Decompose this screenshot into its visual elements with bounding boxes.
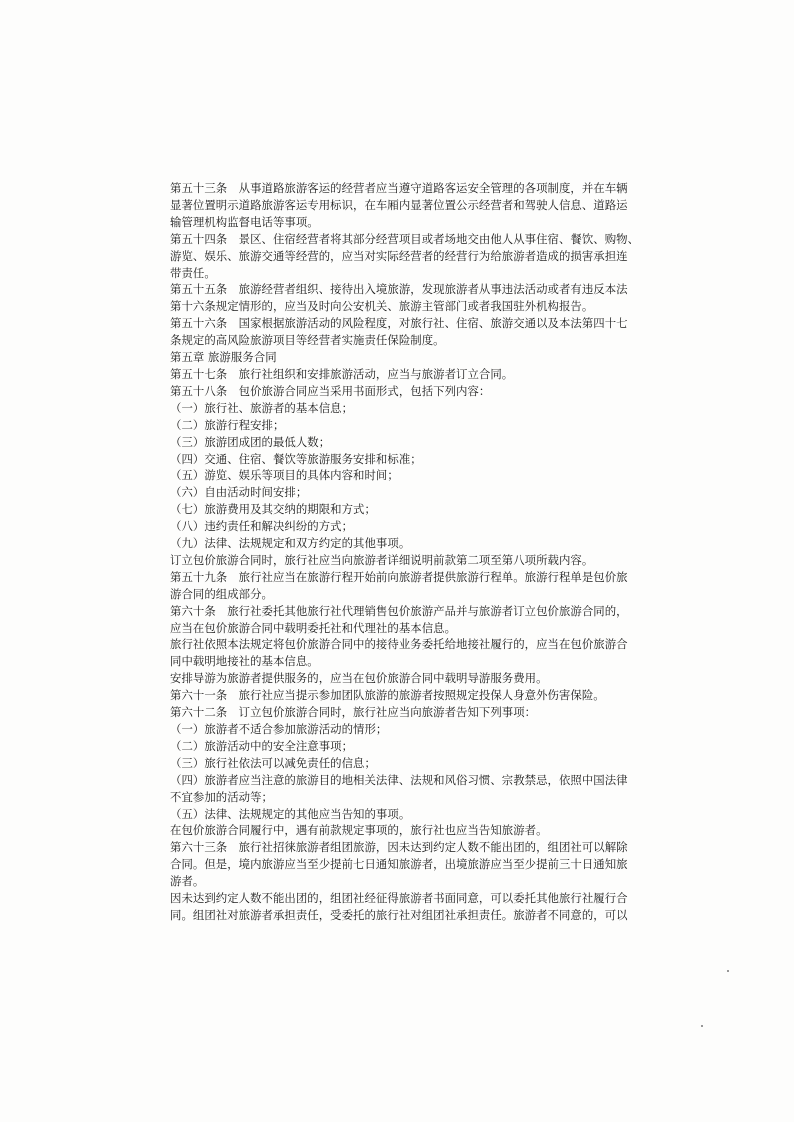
document-body	[170, 180, 640, 924]
article-58-paragraph-2: 订立包价旅游合同时，旅行社应当向旅游者详细说明前款第二项至第八项所载内容。	[170, 552, 594, 567]
article-58-line-1: 第五十八条 包价旅游合同应当采用书面形式，包括下列内容：	[170, 383, 491, 398]
article-63-line-1: 第六十三条 旅行社招徕旅游者组团旅游，因未达到约定人数不能出团的，组团社可以解除	[170, 840, 628, 855]
article-61-line-1: 第六十一条 旅行社应当提示参加团队旅游的旅游者按照规定投保人身意外伤害保险。	[170, 688, 605, 703]
article-58-item-6: （六）自由活动时间安排；	[170, 485, 308, 500]
article-58-item-1: （一）旅行社、旅游者的基本信息；	[170, 400, 354, 415]
scan-speck	[701, 1025, 703, 1027]
article-63-line-3: 游者。	[170, 874, 205, 889]
article-53-line-2: 显著位置明示道路旅游客运专用标识，在车厢内显著位置公示经营者和驾驶人信息、道路运	[170, 197, 628, 212]
article-58-item-7: （七）旅游费用及其交纳的期限和方式；	[170, 502, 376, 517]
article-54-line-1: 第五十四条 景区、住宿经营者将其部分经营项目或者场地交由他人从事住宿、餐饮、购物、	[170, 231, 640, 246]
article-58-item-9: （九）法律、法规规定和双方约定的其他事项。	[170, 536, 411, 551]
article-62-paragraph-2: 在包价旅游合同履行中，遇有前款规定事项的，旅行社也应当告知旅游者。	[170, 823, 548, 838]
article-60-paragraph-2-line-2: 同中载明地接社的基本信息。	[170, 654, 319, 669]
scan-speck	[727, 970, 729, 972]
article-62-item-2: （二）旅游活动中的安全注意事项；	[170, 738, 354, 753]
article-58-item-4: （四）交通、住宿、餐饮等旅游服务安排和标准；	[170, 451, 422, 466]
article-58-item-3: （三）旅游团成团的最低人数；	[170, 434, 331, 449]
article-55-line-2: 第十六条规定情形的，应当及时向公安机关、旅游主管部门或者我国驻外机构报告。	[170, 299, 594, 314]
chapter-5-heading: 第五章 旅游服务合同	[170, 350, 277, 365]
article-53-line-1: 第五十三条 从事道路旅游客运的经营者应当遵守道路客运安全管理的各项制度，并在车辆	[170, 181, 628, 195]
article-62-item-4-line-2: 不宜参加的活动等；	[170, 789, 273, 804]
article-56-line-1: 第五十六条 国家根据旅游活动的风险程度，对旅行社、住宿、旅游交通以及本法第四十七	[170, 316, 628, 331]
article-58-item-2: （二）旅游行程安排；	[170, 417, 285, 432]
article-63-line-2: 合同。但是，境内旅游应当至少提前七日通知旅游者，出境旅游应当至少提前三十日通知旅	[170, 857, 628, 872]
article-57-line-1: 第五十七条 旅行社组织和安排旅游活动，应当与旅游者订立合同。	[170, 366, 514, 381]
article-63-paragraph-2-line-1: 因未达到约定人数不能出团的，组团社经征得旅游者书面同意，可以委托其他旅行社履行合	[170, 891, 628, 906]
article-62-item-1: （一）旅游者不适合参加旅游活动的情形；	[170, 722, 388, 736]
article-54-line-3: 带责任。	[170, 265, 216, 280]
article-55-line-1: 第五十五条 旅游经营者组织、接待出入境旅游，发现旅游者从事违法活动或者有违反本法	[170, 282, 628, 297]
article-58-item-8: （八）违约责任和解决纠纷的方式；	[170, 519, 354, 534]
article-59-line-2: 游合同的组成部分。	[170, 586, 273, 601]
article-60-line-2: 应当在包价旅游合同中载明委托社和代理社的基本信息。	[170, 620, 457, 635]
article-56-line-2: 条规定的高风险旅游项目等经营者实施责任保险制度。	[170, 333, 445, 348]
article-60-line-1: 第六十条 旅行社委托其他旅行社代理销售包价旅游产品并与旅游者订立包价旅游合同的，	[170, 603, 628, 618]
article-60-paragraph-2-line-1: 旅行社依照本法规定将包价旅游合同中的接待业务委托给地接社履行的，应当在包价旅游合	[170, 637, 628, 652]
article-54-line-2: 游览、娱乐、旅游交通等经营的，应当对实际经营者的经营行为给旅游者造成的损害承担连	[170, 248, 628, 263]
article-60-paragraph-3: 安排导游为旅游者提供服务的，应当在包价旅游合同中载明导游服务费用。	[170, 671, 548, 686]
article-53-line-3: 输管理机构监督电话等事项。	[170, 214, 319, 229]
article-62-line-1: 第六十二条 订立包价旅游合同时，旅行社应当向旅游者告知下列事项：	[170, 705, 537, 720]
article-59-line-1: 第五十九条 旅行社应当在旅游行程开始前向旅游者提供旅游行程单。旅游行程单是包价旅	[170, 569, 628, 584]
article-58-item-5: （五）游览、娱乐等项目的具体内容和时间；	[170, 468, 399, 483]
article-62-item-5: （五）法律、法规规定的其他应当告知的事项。	[170, 806, 411, 821]
article-62-item-3: （三）旅行社依法可以减免责任的信息；	[170, 755, 376, 770]
article-63-paragraph-2-line-2: 同。组团社对旅游者承担责任，受委托的旅行社对组团社承担责任。旅游者不同意的，可以	[170, 907, 628, 922]
article-62-item-4-line-1: （四）旅游者应当注意的旅游目的地相关法律、法规和风俗习惯、宗教禁忌，依照中国法律	[170, 772, 628, 787]
